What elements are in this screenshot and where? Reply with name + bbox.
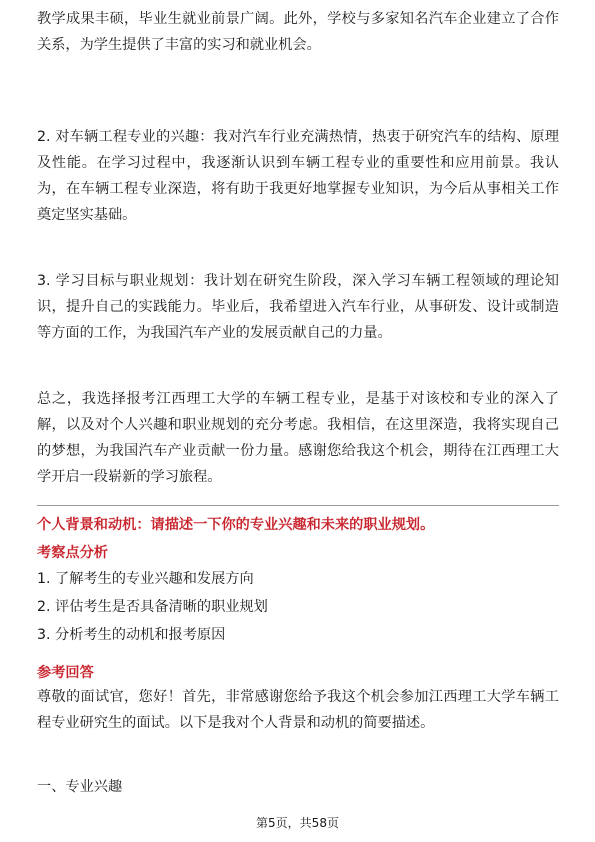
- analysis-point-3: 3. 分析考生的动机和报考原因: [37, 627, 226, 643]
- answer-heading: 参考回答: [37, 665, 94, 681]
- divider-top: [37, 505, 559, 506]
- analysis-point-2: 2. 评估考生是否具备清晰的职业规划: [37, 599, 268, 615]
- section-heading: 一、专业兴趣: [37, 779, 123, 795]
- question-title: 个人背景和动机：请描述一下你的专业兴趣和未来的职业规划。: [37, 517, 435, 533]
- analysis-point-1: 1. 了解考生的专业兴趣和发展方向: [37, 571, 254, 587]
- answer-text: 尊敬的面试官，您好！首先，非常感谢您给予我这个机会参加江西理工大学车辆工程专业研究生的面试。以下是我对个人背景和动机的简要描述。: [37, 689, 559, 731]
- paragraph-goals: 3. 学习目标与职业规划：我计划在研究生阶段，深入学习车辆工程领域的理论知识，提升自己的实践能力。毕业后，我希望进入汽车行业，从事研发、设计或制造等方面的工作，为我国汽车产业的发展贡献自己的力量。: [37, 273, 559, 341]
- paragraph-school-intro: 教学成果丰硕，毕业生就业前景广阔。此外，学校与多家知名汽车企业建立了合作关系，为学生提供了丰富的实习和就业机会。: [37, 11, 559, 53]
- paragraph-conclusion: 总之，我选择报考江西理工大学的车辆工程专业，是基于对该校和专业的深入了解，以及对个人兴趣和职业规划的充分考虑。我相信，在这里深造，我将实现自己的梦想，为我国汽车产业贡献一份力量。感谢您给我这个机会，期待在江西理工大学开启一段崭新的学习旅程。: [37, 391, 559, 485]
- page-number: 第5页，共58页: [256, 816, 339, 830]
- paragraph-interest: 2. 对车辆工程专业的兴趣：我对汽车行业充满热情，热衷于研究汽车的结构、原理及性能。在学习过程中，我逐渐认识到车辆工程专业的重要性和应用前景。我认为，在车辆工程专业深造，将有助于我更好地掌握专业知识，为今后从事相关工作奠定坚实基础。: [37, 129, 559, 223]
- analysis-heading: 考察点分析: [37, 545, 108, 561]
